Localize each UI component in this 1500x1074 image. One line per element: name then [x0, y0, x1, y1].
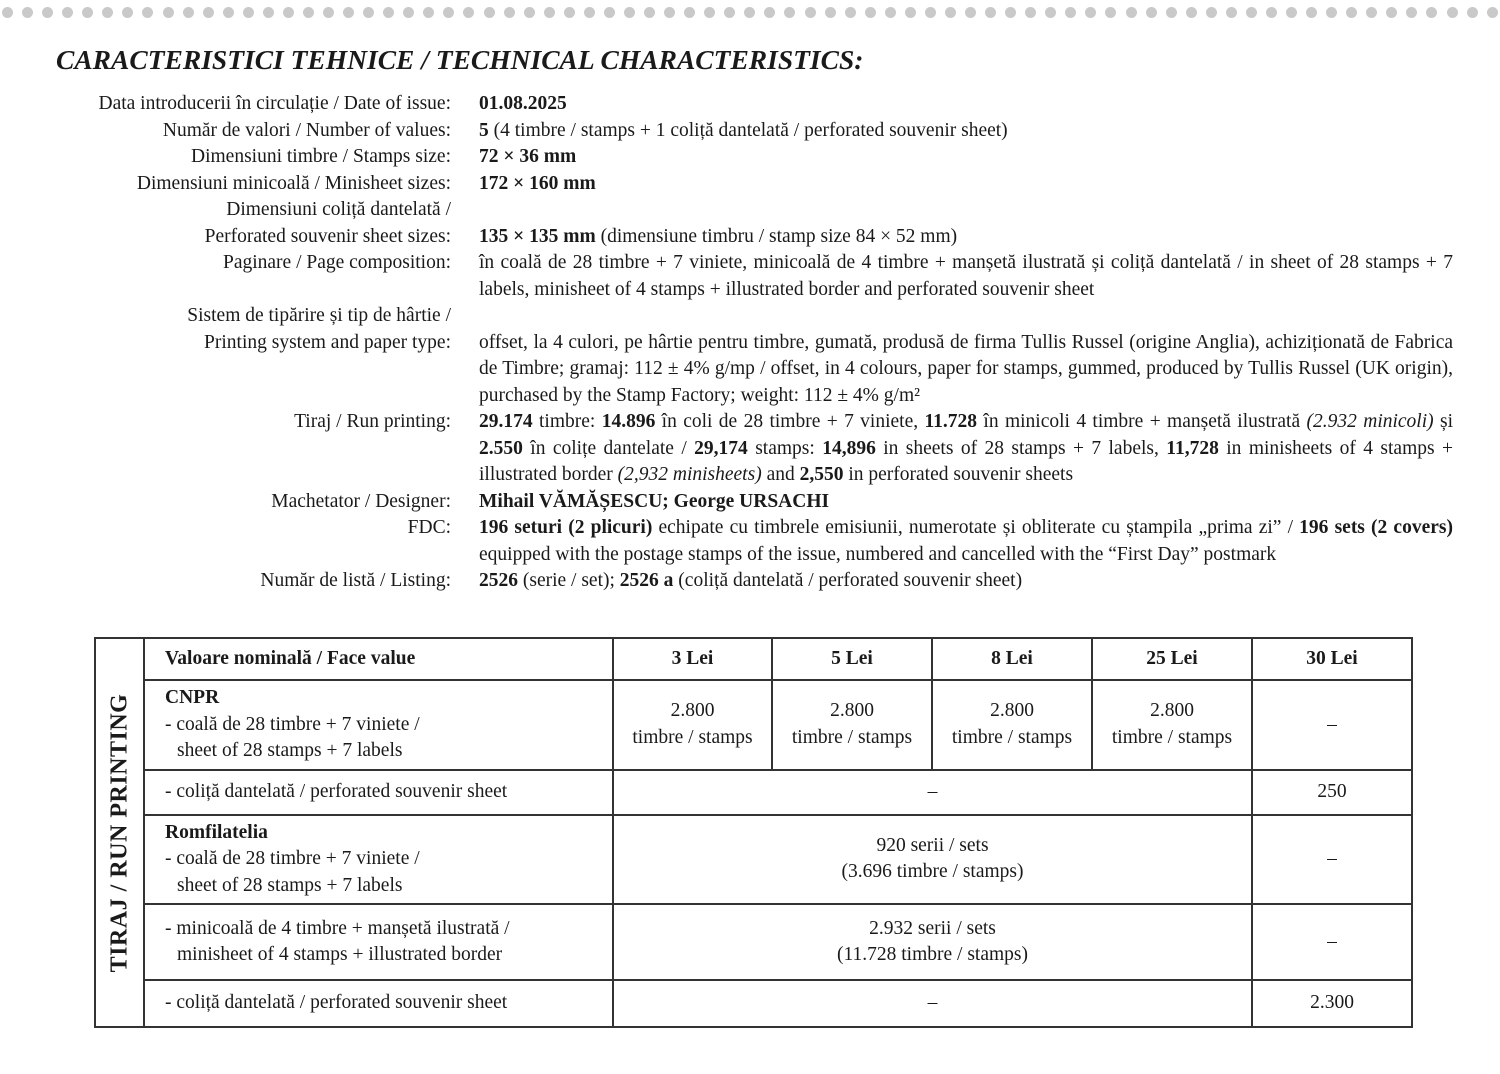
- dot: [1186, 7, 1197, 18]
- dot: [925, 7, 936, 18]
- spec-label: Dimensiuni timbre / Stamps size:: [191, 146, 451, 167]
- dot: [363, 7, 374, 18]
- side-label-cell: [95, 638, 144, 1027]
- dot: [1286, 7, 1297, 18]
- dot: [764, 7, 775, 18]
- row-label: - minicoală de 4 timbre + manșetă ilustrată / minisheet of 4 stamps + illustrated border: [144, 904, 613, 980]
- cell-30-lei: –: [1252, 904, 1412, 980]
- dot: [383, 7, 394, 18]
- page-title: CARACTERISTICI TEHNICE / TECHNICAL CHARACTERISTICS:: [56, 44, 864, 75]
- cell-span: 2.932 serii / sets (11.728 timbre / stamps): [613, 904, 1252, 980]
- spec-label: Paginare / Page composition:: [222, 252, 451, 273]
- spec-date: [40, 91, 1453, 118]
- spec-label: Număr de listă / Listing:: [260, 570, 451, 591]
- header-8-lei: 8 Lei: [932, 638, 1092, 680]
- row-label: - coliță dantelată / perforated souvenir sheet: [144, 980, 613, 1027]
- dot: [744, 7, 755, 18]
- cell-30-lei: 250: [1252, 770, 1412, 815]
- dot: [142, 7, 153, 18]
- dot: [1226, 7, 1237, 18]
- dot: [1467, 7, 1478, 18]
- cell-30-lei: 2.300: [1252, 980, 1412, 1027]
- row-label: - coliță dantelată / perforated souvenir sheet: [144, 770, 613, 815]
- dot: [1386, 7, 1397, 18]
- spec-label: FDC:: [407, 517, 451, 538]
- dot: [845, 7, 856, 18]
- dot: [945, 7, 956, 18]
- dot: [1045, 7, 1056, 18]
- spec-label: Dimensiuni coliță dantelată / Perforated souvenir sheet sizes:: [204, 199, 451, 247]
- spec-stamp-size: Dimensiuni timbre / Stamps size: 72 × 36 mm: [40, 144, 1453, 171]
- dot: [504, 7, 515, 18]
- dot: [82, 7, 93, 18]
- dot: [1266, 7, 1277, 18]
- cell-span: –: [613, 770, 1252, 815]
- spec-label: Data introducerii în circulație / Date of issue:: [98, 93, 451, 114]
- spec-page-composition: Paginare / Page composition: în coală de 28 timbre + 7 viniete, minicoală de 4 timbre + manșetă ilustrată și coliță dantelată / in sheet of 28 stamps + 7 labels, minisheet of 4 stamps + illustrated border and perforated souvenir sheet: [40, 250, 1453, 303]
- dot: [1206, 7, 1217, 18]
- technical-specs: [40, 91, 1453, 595]
- dot: [22, 7, 33, 18]
- dot: [1447, 7, 1458, 18]
- dot: [283, 7, 294, 18]
- dot: [62, 7, 73, 18]
- dot: [544, 7, 555, 18]
- dot: [243, 7, 254, 18]
- spec-label: Dimensiuni minicoală / Minisheet sizes:: [136, 172, 451, 194]
- dot: [584, 7, 595, 18]
- dot: [403, 7, 414, 18]
- header-face-value: Valoare nominală / Face value: [144, 638, 613, 680]
- header-3-lei: 3 Lei: [613, 638, 772, 680]
- dot: [183, 7, 194, 18]
- row-label: CNPR - coală de 28 timbre + 7 viniete / sheet of 28 stamps + 7 labels: [144, 680, 613, 770]
- cell-5-lei: 2.800 timbre / stamps: [772, 680, 932, 770]
- cell-3-lei: 2.800 timbre / stamps: [613, 680, 772, 770]
- dot: [724, 7, 735, 18]
- dot: [965, 7, 976, 18]
- dot: [263, 7, 274, 18]
- spec-minisheet-size: Dimensiuni minicoală / Minisheet sizes: 172 × 160 mm: [40, 171, 1453, 198]
- spec-souvenir-size: Dimensiuni coliță dantelată / Perforated souvenir sheet sizes: 135 × 135 mm (dimensiune timbru / stamp size 84 × 52 mm): [40, 197, 1453, 250]
- dot: [203, 7, 214, 18]
- dot: [825, 7, 836, 18]
- dot: [624, 7, 635, 18]
- dot: [784, 7, 795, 18]
- dot: [122, 7, 133, 18]
- spec-listing: Număr de listă / Listing: 2526 (serie / set); 2526 a (coliță dantelată / perforated souvenir sheet): [40, 568, 1453, 595]
- cell-30-lei: –: [1252, 815, 1412, 905]
- dot: [163, 7, 174, 18]
- spec-label: Tiraj / Run printing:: [294, 411, 451, 432]
- spec-label: Sistem de tipărire și tip de hârtie / Printing system and paper type:: [187, 305, 451, 353]
- dot: [423, 7, 434, 18]
- dot: [1326, 7, 1337, 18]
- dot: [443, 7, 454, 18]
- dot: [102, 7, 113, 18]
- dot: [1246, 7, 1257, 18]
- dot: [865, 7, 876, 18]
- dot: [1166, 7, 1177, 18]
- dot: [343, 7, 354, 18]
- spec-value: 01.08.2025: [479, 93, 567, 114]
- dot: [1005, 7, 1016, 18]
- dot: [1346, 7, 1357, 18]
- dot: [644, 7, 655, 18]
- spec-designer: Machetator / Designer: Mihail VĂMĂȘESCU; George URSACHI: [40, 489, 1453, 516]
- header-5-lei: 5 Lei: [772, 638, 932, 680]
- dot: [524, 7, 535, 18]
- dot: [1105, 7, 1116, 18]
- dot: [463, 7, 474, 18]
- side-label: TIRAJ / RUN PRINTING: [106, 693, 132, 972]
- spec-fdc: FDC: 196 seturi (2 plicuri) echipate cu timbrele emisiunii, numerotate și obliterate cu ștampila „prima zi” / 196 sets (2 covers) equipped with the postage stamps of the issue, numbered and cancelled with the “First Day” postmark: [40, 515, 1453, 568]
- dot: [1126, 7, 1137, 18]
- dot: [664, 7, 675, 18]
- dotted-border-decoration: [2, 7, 1498, 21]
- table-row: [95, 980, 1412, 1027]
- cell-span: 920 serii / sets (3.696 timbre / stamps): [613, 815, 1252, 905]
- cell-8-lei: 2.800 timbre / stamps: [932, 680, 1092, 770]
- table-row: [95, 815, 1412, 905]
- dot: [704, 7, 715, 18]
- dot: [564, 7, 575, 18]
- spec-label: Machetator / Designer:: [271, 490, 451, 512]
- table-row: [95, 770, 1412, 815]
- dot: [885, 7, 896, 18]
- dot: [1426, 7, 1437, 18]
- dot: [985, 7, 996, 18]
- dot: [1065, 7, 1076, 18]
- dot: [1085, 7, 1096, 18]
- spec-values: Număr de valori / Number of values: 5 (4 timbre / stamps + 1 coliță dantelată / perforated souvenir sheet): [40, 118, 1453, 145]
- dot: [905, 7, 916, 18]
- cell-span: –: [613, 980, 1252, 1027]
- row-label: Romfilatelia - coală de 28 timbre + 7 viniete / sheet of 28 stamps + 7 labels: [144, 815, 613, 905]
- table-header-row: [95, 638, 1412, 680]
- dot: [223, 7, 234, 18]
- run-printing-table: [94, 637, 1413, 1028]
- dot: [604, 7, 615, 18]
- dot: [1146, 7, 1157, 18]
- cell-30-lei: –: [1252, 680, 1412, 770]
- dot: [805, 7, 816, 18]
- cell-25-lei: 2.800 timbre / stamps: [1092, 680, 1252, 770]
- dot: [2, 7, 13, 18]
- table-row: [95, 904, 1412, 980]
- header-25-lei: 25 Lei: [1092, 638, 1252, 680]
- dot: [484, 7, 495, 18]
- dot: [42, 7, 53, 18]
- dot: [1487, 7, 1498, 18]
- table-row: [95, 680, 1412, 770]
- spec-printing: Sistem de tipărire și tip de hârtie / Printing system and paper type: offset, la 4 culori, pe hârtie pentru timbre, gumată, produsă de firma Tullis Russel (origine Anglia), achiziționată de Fabrica de Timbre; gramaj: 112 ± 4% g/mp / offset, in 4 colours, paper for stamps, gummed, produced by Tullis Russel (UK origin), purchased by the Stamp Factory; weight: 112 ± 4% g/m²: [40, 303, 1453, 409]
- dot: [1366, 7, 1377, 18]
- dot: [1406, 7, 1417, 18]
- spec-run-printing: Tiraj / Run printing: 29.174 timbre: 14.896 în coli de 28 timbre + 7 viniete, 11.728 în minicoli 4 timbre + manșetă ilustrată (2.932 minicoli) și 2.550 în colițe dantelate / 29,174 stamps: 14,896 in sheets of 28 stamps + 7 labels, 11,728 in minisheets of 4 stamps + illustrated border (2,932 minisheets) and 2,550 in perforated souvenir sheets: [40, 409, 1453, 489]
- dot: [303, 7, 314, 18]
- header-30-lei: 30 Lei: [1252, 638, 1412, 680]
- dot: [684, 7, 695, 18]
- dot: [323, 7, 334, 18]
- spec-label: Număr de valori / Number of values:: [162, 119, 451, 141]
- dot: [1025, 7, 1036, 18]
- dot: [1306, 7, 1317, 18]
